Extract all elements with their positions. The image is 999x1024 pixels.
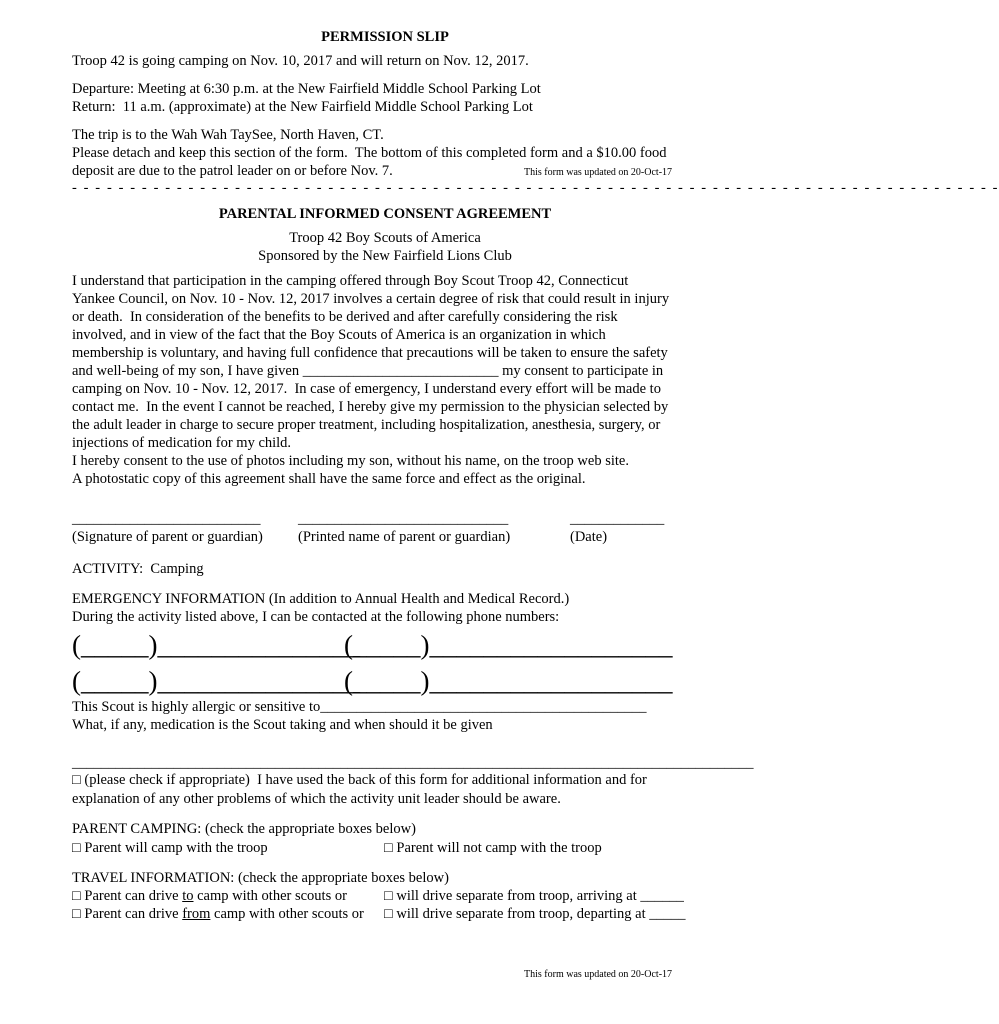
consent-org: Troop 42 Boy Scouts of America <box>289 230 481 246</box>
consent-body-line: injections of medication for my child. <box>72 435 292 451</box>
date-label: (Date) <box>570 529 608 545</box>
return-info: Return: 11 a.m. (approximate) at the New Fairfield Middle School Parking Lot <box>72 99 533 115</box>
drive-from-camp-option <box>72 905 364 923</box>
drive-to-suffix: camp with other scouts or <box>193 888 347 904</box>
destination-info: The trip is to the Wah Wah TaySee, North Haven, CT. <box>72 127 384 143</box>
consent-body-line: involved, and in view of the fact that the Boy Scouts of America is an organization in which <box>72 327 606 343</box>
departure-info: Departure: Meeting at 6:30 p.m. at the New Fairfield Middle School Parking Lot <box>72 81 541 97</box>
date-blank: _____________ <box>570 511 665 527</box>
drive-to-camp-option <box>72 887 347 905</box>
parent-will-not-camp-option: □ Parent will not camp with the troop <box>384 840 602 856</box>
phone-field-1: (_____)_______________ <box>72 630 360 660</box>
consent-body-line: I hereby consent to the use of photos including my son, without his name, on the troop web site. <box>72 453 629 469</box>
consent-body-line: membership is voluntary, and having full confidence that precautions will be taken to ensure the safety <box>72 345 668 361</box>
trip-dates: Troop 42 is going camping on Nov. 10, 2017 and will return on Nov. 12, 2017. <box>72 53 529 69</box>
consent-body-line: A photostatic copy of this agreement shall have the same force and effect as the original. <box>72 471 586 487</box>
travel-heading: TRAVEL INFORMATION: (check the appropriate boxes below) <box>72 870 449 886</box>
back-of-form-explanation: explanation of any other problems of which the activity unit leader should be aware. <box>72 791 561 807</box>
drive-to-prefix: □ Parent can drive <box>72 888 183 904</box>
emergency-heading: EMERGENCY INFORMATION (In addition to Annual Health and Medical Record.) <box>72 591 570 607</box>
signature-blank: __________________________ <box>72 511 261 527</box>
updated-note-top: This form was updated on 20-Oct-17 <box>524 167 673 178</box>
page-title: PERMISSION SLIP <box>321 29 449 45</box>
consent-sponsor: Sponsored by the New Fairfield Lions Club <box>258 248 512 264</box>
updated-note-footer: This form was updated on 20-Oct-17 <box>524 969 673 980</box>
detach-instructions-2: deposit are due to the patrol leader on or before Nov. 7. <box>72 163 393 179</box>
parent-will-camp-option: □ Parent will camp with the troop <box>72 840 268 856</box>
parent-camping-heading: PARENT CAMPING: (check the appropriate boxes below) <box>72 821 416 837</box>
activity-line: ACTIVITY: Camping <box>72 561 204 577</box>
medication-blank: ______________________________________________________________________________________________ <box>72 755 754 771</box>
phone-field-4: (_____)__________________ <box>344 666 673 696</box>
printed-name-label: (Printed name of parent or guardian) <box>298 529 511 545</box>
consent-body-line: I understand that participation in the camping offered through Boy Scout Troop 42, Connecticut <box>72 273 629 289</box>
emergency-instructions: During the activity listed above, I can be contacted at the following phone numbers: <box>72 609 560 625</box>
consent-title: PARENTAL INFORMED CONSENT AGREEMENT <box>218 206 552 222</box>
cut-line: - - - - - - - - - - - - - - - - - - - - - - - - - - - - - - - - - - - - - - - - - - - - - - - - - - - - - - - - - - - - - - - - - - - - - - - - - - - - - - - - <box>72 180 999 196</box>
consent-body-line: camping on Nov. 10 - Nov. 12, 2017. In case of emergency, I understand every effort will be made to <box>72 381 661 397</box>
detach-instructions-1: Please detach and keep this section of the form. The bottom of this completed form and a $10.00 food <box>72 145 667 161</box>
back-of-form-checkbox: □ (please check if appropriate) I have used the back of this form for additional information and for <box>72 772 647 788</box>
separate-arriving-option: □ will drive separate from troop, arriving at ______ <box>384 888 684 904</box>
consent-body-line: the adult leader in charge to secure proper treatment, including hospitalization, anesthesia, surgery, or <box>72 417 661 433</box>
drive-to-word: to <box>182 888 194 904</box>
drive-from-word: from <box>182 906 211 922</box>
phone-field-2: (_____)__________________ <box>344 630 673 660</box>
drive-from-prefix: □ Parent can drive <box>72 906 183 922</box>
consent-body-line: or death. In consideration of the benefits to be derived and after carefully considering the risk <box>72 309 618 325</box>
printed-name-blank: _____________________________ <box>298 511 509 527</box>
allergy-line: This Scout is highly allergic or sensitive to_____________________________________________ <box>72 699 647 715</box>
drive-from-suffix: camp with other scouts or <box>210 906 364 922</box>
consent-body-line: Yankee Council, on Nov. 10 - Nov. 12, 2017 involves a certain degree of risk that could result in injury <box>72 291 670 307</box>
separate-departing-option: □ will drive separate from troop, departing at _____ <box>384 906 686 922</box>
signature-label: (Signature of parent or guardian) <box>72 529 263 545</box>
medication-line: What, if any, medication is the Scout taking and when should it be given <box>72 717 493 733</box>
phone-field-3: (_____)_______________ <box>72 666 360 696</box>
consent-body-line: and well-being of my son, I have given ___________________________ my consent to participate in <box>72 363 664 379</box>
consent-body-line: contact me. In the event I cannot be reached, I hereby give my permission to the physician selected by <box>72 399 669 415</box>
